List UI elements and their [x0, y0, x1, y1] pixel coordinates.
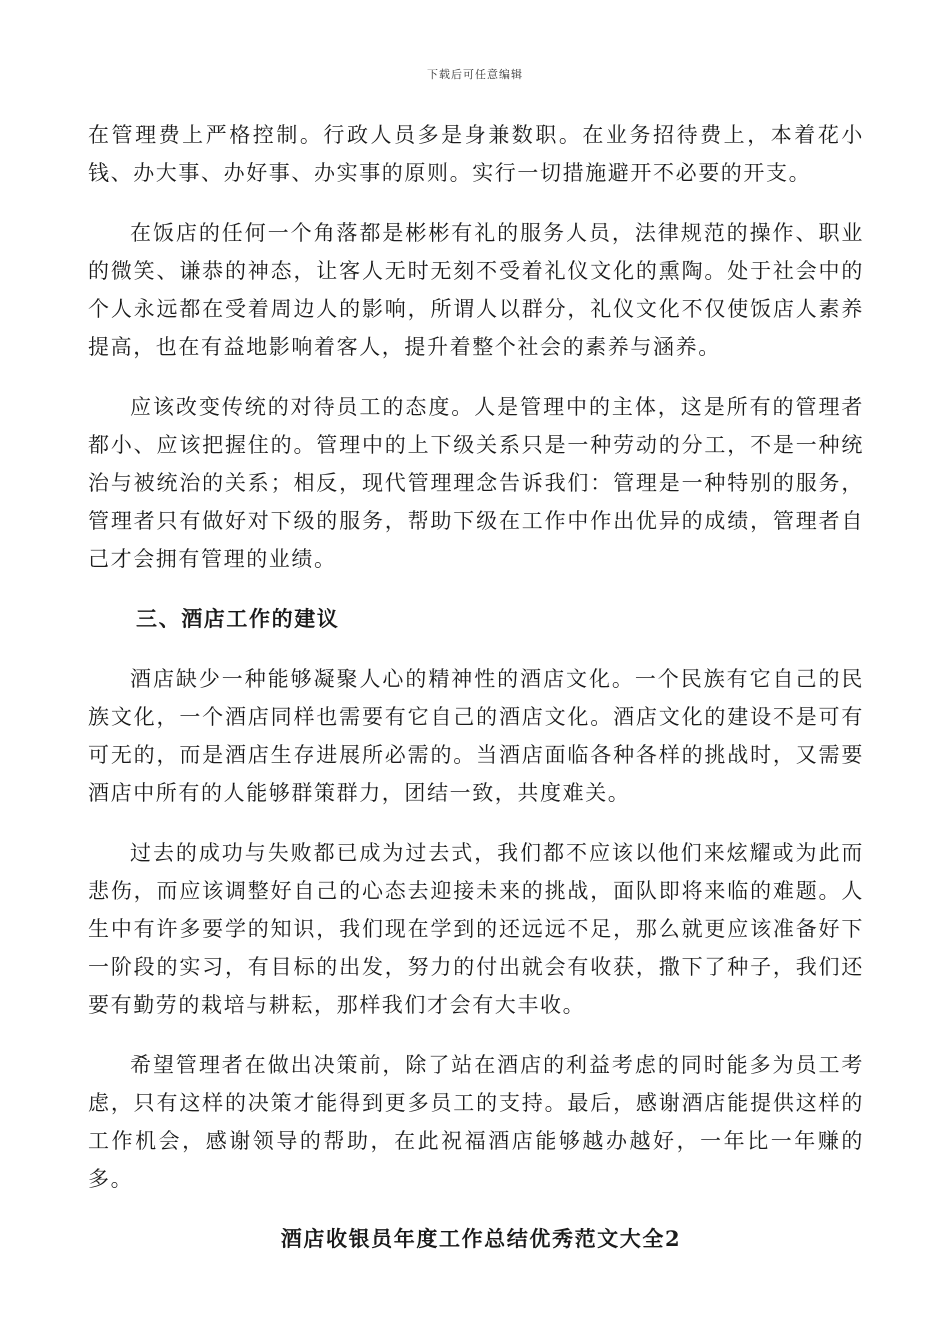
document-body — [88, 116, 864, 1258]
section-heading-suggestions: 三、酒店工作的建议 — [136, 606, 340, 631]
paragraph-expense-control: 在管理费上严格控制。行政人员多是身兼数职。在业务招待费上，本着花小钱、办大事、办好事、办实事的原则。实行一切措施避开不必要的开支。 — [88, 123, 864, 185]
paragraph-closing-thanks: 希望管理者在做出决策前，除了站在酒店的利益考虑的同时能多为员工考虑，只有这样的决策才能得到更多员工的支持。最后，感谢酒店能提供这样的工作机会，感谢领导的帮助，在此祝福酒店能够越办越好，一年比一年赚的多。 — [88, 1053, 864, 1191]
page-header-note: 下载后可任意编辑 — [427, 68, 523, 81]
next-document-title: 酒店收银员年度工作总结优秀范文大全2 — [280, 1226, 682, 1251]
paragraph-hotel-culture: 酒店缺少一种能够凝聚人心的精神性的酒店文化。一个民族有它自己的民族文化，一个酒店同样也需要有它自己的酒店文化。酒店文化的建设不是可有可无的，而是酒店生存进展所必需的。当酒店面临各种各样的挑战时，又需要酒店中所有的人能够群策群力，团结一致，共度难关。 — [88, 667, 864, 805]
paragraph-staff-attitude: 应该改变传统的对待员工的态度。人是管理中的主体，这是所有的管理者都小、应该把握住的。管理中的上下级关系只是一种劳动的分工，不是一种统治与被统治的关系；相反，现代管理理念告诉我们：管理是一种特别的服务，管理者只有做好对下级的服务，帮助下级在工作中作出优异的成绩，管理者自己才会拥有管理的业绩。 — [88, 395, 864, 571]
paragraph-etiquette-culture: 在饭店的任何一个角落都是彬彬有礼的服务人员，法律规范的操作、职业的微笑、谦恭的神态，让客人无时无刻不受着礼仪文化的熏陶。处于社会中的个人永远都在受着周边人的影响，所谓人以群分，礼仪文化不仅使饭店人素养提高，也在有益地影响着客人，提升着整个社会的素养与涵养。 — [88, 221, 864, 359]
paragraph-past-and-future: 过去的成功与失败都已成为过去式，我们都不应该以他们来炫耀或为此而悲伤，而应该调整好自己的心态去迎接未来的挑战，面队即将来临的难题。人生中有许多要学的知识，我们现在学到的还远远不足，那么就更应该准备好下一阶段的实习，有目标的出发，努力的付出就会有收获，撒下了种子，我们还要有勤劳的栽培与耕耘，那样我们才会有大丰收。 — [88, 841, 864, 1017]
